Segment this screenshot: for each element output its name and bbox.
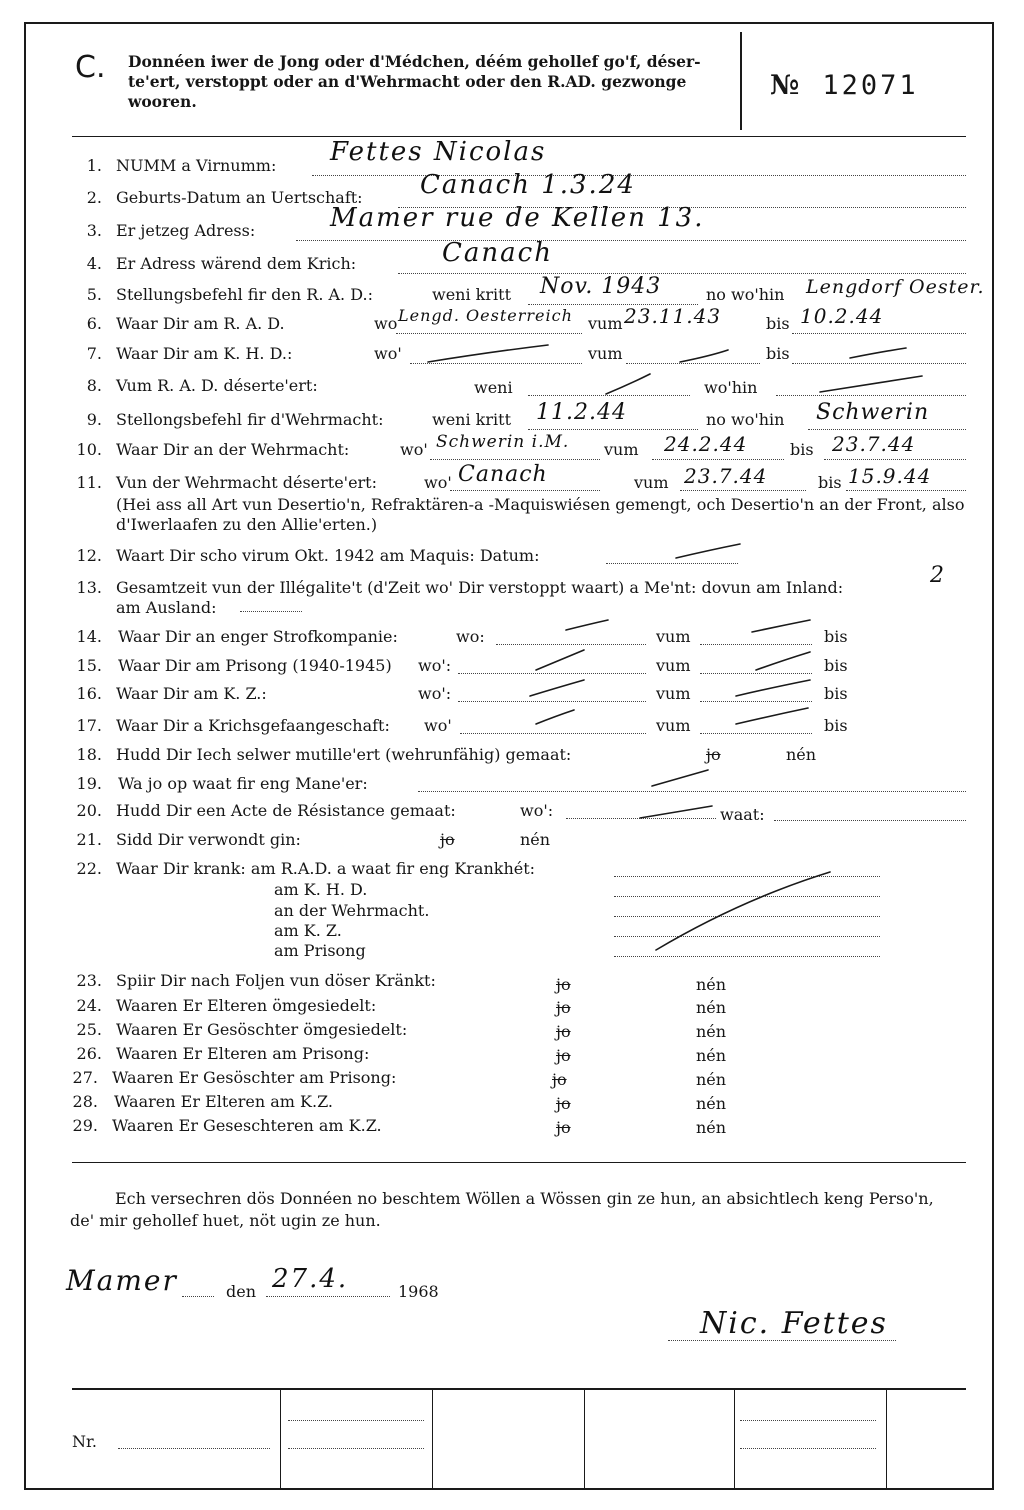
- row-number: 13.: [76, 578, 102, 597]
- row-number: 24.: [76, 996, 102, 1015]
- field-label: Waaren Er Gesöschter am Prisong:: [112, 1068, 397, 1087]
- declaration-text: Ech versechren dös Donnéen no beschtem Wöllen a Wössen gin ze hun, an absichtlech keng Perso'n, de' mir gehollef huet, nöt ugin ze hun.: [70, 1189, 934, 1230]
- desertion-from: 23.7.44: [684, 464, 768, 488]
- field-label: Waaren Er Elteren am Prisong:: [116, 1044, 370, 1063]
- strike-mark: [652, 770, 708, 786]
- field-label: Hudd Dir een Acte de Résistance gemaat:: [116, 801, 456, 820]
- vum-label: vum: [656, 656, 691, 675]
- vum-label: vum: [656, 627, 691, 646]
- row-number: 8.: [86, 376, 102, 395]
- field-label: Waaren Er Elteren ömgesiedelt:: [116, 996, 377, 1015]
- wehrmacht-order-date: 11.2.44: [536, 400, 627, 425]
- jo-option: jo: [556, 998, 571, 1017]
- row-number: 22.: [76, 859, 102, 878]
- jo-option: jo: [556, 1094, 571, 1113]
- strike-mark: [606, 374, 650, 394]
- jo-option: jo: [706, 745, 721, 764]
- field-label: Spiir Dir nach Foljen vun döser Kränkt:: [116, 971, 436, 990]
- sick-sub-kz: am K. Z.: [274, 921, 342, 940]
- strike-mark: [566, 620, 608, 630]
- field-label: Waar Dir an enger Strofkompanie:: [118, 627, 398, 646]
- row-number: 2.: [86, 188, 102, 207]
- bis-label: bis: [790, 440, 814, 459]
- row-number: 17.: [76, 716, 102, 735]
- weni-label: weni kritt: [432, 285, 511, 304]
- strike-mark: [428, 345, 548, 362]
- row-number: 3.: [86, 221, 102, 240]
- row-number: 5.: [86, 285, 102, 304]
- row-number: 14.: [76, 627, 102, 646]
- row-number: 23.: [76, 971, 102, 990]
- strike-mark: [640, 806, 712, 818]
- vum-label: vum: [588, 344, 623, 363]
- strike-mark: [736, 708, 808, 724]
- strike-mark: [680, 350, 728, 362]
- row-number: 10.: [76, 440, 102, 459]
- field-label: Waar Dir a Krichsgefaangeschaft:: [116, 716, 390, 735]
- field-label: Waaren Er Gesöschter ömgesiedelt:: [116, 1020, 408, 1039]
- row-number: 21.: [76, 830, 102, 849]
- waat-label: waat:: [720, 805, 765, 824]
- desertion-to: 15.9.44: [848, 464, 932, 488]
- field-label: Geburts-Datum an Uertschaft:: [116, 188, 363, 207]
- field-label: Waar Dir am Prisong (1940-1945): [118, 656, 392, 675]
- signing-date: 27.4.: [272, 1264, 349, 1294]
- no-label: no wo'hin: [706, 410, 785, 429]
- wehrmacht-to: 23.7.44: [832, 432, 916, 456]
- wehrmacht-destination: Schwerin: [816, 400, 930, 425]
- wo-label: wo': [374, 344, 402, 363]
- strike-mark: [536, 710, 574, 724]
- vum-label: vum: [656, 716, 691, 735]
- strike-mark: [820, 376, 922, 392]
- field-label: Waar Dir am K. H. D.:: [116, 344, 293, 363]
- row-number: 4.: [86, 254, 102, 273]
- nen-option: nén: [520, 830, 551, 849]
- strike-mark: [656, 872, 830, 950]
- nen-option: nén: [696, 1022, 727, 1041]
- nen-option: nén: [786, 745, 817, 764]
- field-label: Er jetzeg Adress:: [116, 221, 256, 240]
- jo-option: jo: [440, 830, 455, 849]
- inland-months: 2: [930, 563, 945, 588]
- number-sign: №: [770, 70, 801, 101]
- nen-option: nén: [696, 975, 727, 994]
- rad-place: Lengd. Oesterreich: [398, 306, 573, 325]
- vum-label: vum: [588, 314, 623, 333]
- wehrmacht-from: 24.2.44: [664, 432, 748, 456]
- row-number: 16.: [76, 684, 102, 703]
- wo-label: wo': [424, 716, 452, 735]
- wo-label: wo':: [418, 656, 452, 675]
- address-value: Mamer rue de Kellen 13.: [330, 203, 705, 233]
- row-number: 15.: [76, 656, 102, 675]
- signing-year: 1968: [398, 1282, 439, 1301]
- sick-sub-wehrmacht: an der Wehrmacht.: [274, 901, 430, 920]
- field-label: Waar Dir krank: am R.A.D. a waat fir eng Krankhét:: [116, 859, 536, 878]
- row-number: 9.: [86, 410, 102, 429]
- row-number: 26.: [76, 1044, 102, 1063]
- nen-option: nén: [696, 998, 727, 1017]
- rad-from: 23.11.43: [624, 304, 722, 328]
- field-label: Gesamtzeit vun der Illégalite't (d'Zeit wo' Dir verstoppt waart) a Me'nt: dovun am Inland:: [116, 578, 844, 597]
- wo-label: wo: [374, 314, 398, 333]
- wohin-label: wo'hin: [704, 378, 758, 397]
- birth-value: Canach 1.3.24: [420, 170, 636, 200]
- wo-label: wo':: [520, 801, 554, 820]
- row-number: 29.: [72, 1116, 98, 1135]
- field-label: Vun der Wehrmacht déserte'ert:: [116, 473, 377, 492]
- strike-mark: [850, 348, 906, 358]
- signing-place: Mamer: [66, 1264, 178, 1297]
- jo-option: jo: [556, 1046, 571, 1065]
- war-address-value: Canach: [442, 238, 553, 268]
- field-label: Waar Dir am R. A. D.: [116, 314, 285, 333]
- jo-option: jo: [556, 1022, 571, 1041]
- vum-label: vum: [656, 684, 691, 703]
- wo-label: wo:: [456, 627, 485, 646]
- strike-mark: [752, 620, 810, 632]
- row-number: 6.: [86, 314, 102, 333]
- bis-label: bis: [766, 344, 790, 363]
- field-label: Stellungsbefehl fir den R. A. D.:: [116, 285, 373, 304]
- bis-label: bis: [824, 684, 848, 703]
- wo-label: wo': [400, 440, 428, 459]
- header-description: Donnéen iwer de Jong oder d'Médchen, déém gehollef go'f, déser-te'ert, verstoppt oder an d'Wehrmacht oder den R.AD. gezwonge wooren.: [128, 52, 701, 111]
- jo-option: jo: [556, 1118, 571, 1137]
- field-label-ausland: am Ausland:: [116, 598, 217, 617]
- vum-label: vum: [634, 473, 669, 492]
- wo-label: wo': [424, 473, 452, 492]
- vum-label: vum: [604, 440, 639, 459]
- field-label: NUMM a Virnumm:: [116, 156, 277, 175]
- no-label: no wo'hin: [706, 285, 785, 304]
- rad-to: 10.2.44: [800, 304, 884, 328]
- field-label: Stellongsbefehl fir d'Wehrmacht:: [116, 410, 384, 429]
- nen-option: nén: [696, 1046, 727, 1065]
- signature: Nic. Fettes: [700, 1306, 888, 1341]
- footer-nr-label: Nr.: [72, 1432, 97, 1451]
- strike-mark: [736, 680, 810, 696]
- field-label: Waart Dir scho virum Okt. 1942 am Maquis: Datum:: [116, 546, 540, 565]
- desertion-note: (Hei ass all Art vun Desertio'n, Refraktären-a -Maquiswiésen gemengt, och Desertio'n an der Front, also d'Iwerlaafen zu den Allie'erten.): [116, 495, 965, 534]
- field-label: Waar Dir am K. Z.:: [116, 684, 267, 703]
- strike-mark: [676, 544, 740, 558]
- strike-mark: [536, 650, 584, 670]
- nen-option: nén: [696, 1118, 727, 1137]
- bis-label: bis: [824, 716, 848, 735]
- field-label: Er Adress wärend dem Krich:: [116, 254, 357, 273]
- wehrmacht-place: Schwerin i.M.: [436, 432, 570, 452]
- field-label: Sidd Dir verwondt gin:: [116, 830, 301, 849]
- field-label: Waaren Er Elteren am K.Z.: [114, 1092, 334, 1111]
- wo-label: wo':: [418, 684, 452, 703]
- weni-label: weni: [474, 378, 513, 397]
- den-label: den: [226, 1282, 257, 1301]
- number-value: 12071: [822, 70, 919, 101]
- sick-sub-khd: am K. H. D.: [274, 880, 368, 899]
- bis-label: bis: [824, 627, 848, 646]
- row-number: 19.: [76, 774, 102, 793]
- field-label: Waar Dir an der Wehrmacht:: [116, 440, 350, 459]
- desertion-place: Canach: [458, 462, 548, 487]
- bis-label: bis: [824, 656, 848, 675]
- jo-option: jo: [552, 1070, 567, 1089]
- strike-mark: [756, 652, 810, 670]
- row-number: 1.: [86, 156, 102, 175]
- row-number: 12.: [76, 546, 102, 565]
- sick-sub-prisong: am Prisong: [274, 941, 366, 960]
- field-label: Wa jo op waat fir eng Mane'er:: [118, 774, 368, 793]
- row-number: 11.: [76, 473, 102, 492]
- weni-label: weni kritt: [432, 410, 511, 429]
- bis-label: bis: [766, 314, 790, 333]
- rad-order-date: Nov. 1943: [540, 274, 662, 299]
- row-number: 28.: [72, 1092, 98, 1111]
- strike-mark: [530, 680, 584, 696]
- section-letter: C.: [75, 50, 106, 85]
- nen-option: nén: [696, 1070, 727, 1089]
- row-number: 20.: [76, 801, 102, 820]
- row-number: 7.: [86, 344, 102, 363]
- field-label: Waaren Er Geseschteren am K.Z.: [112, 1116, 382, 1135]
- bis-label: bis: [818, 473, 842, 492]
- field-label: Hudd Dir Iech selwer mutille'ert (wehrunfähig) gemaat:: [116, 745, 572, 764]
- row-number: 18.: [76, 745, 102, 764]
- nen-option: nén: [696, 1094, 727, 1113]
- row-number: 27.: [72, 1068, 98, 1087]
- jo-option: jo: [556, 975, 571, 994]
- name-value: Fettes Nicolas: [330, 137, 547, 167]
- field-label: Vum R. A. D. déserte'ert:: [116, 376, 318, 395]
- row-number: 25.: [76, 1020, 102, 1039]
- rad-destination: Lengdorf Oester.: [806, 276, 985, 298]
